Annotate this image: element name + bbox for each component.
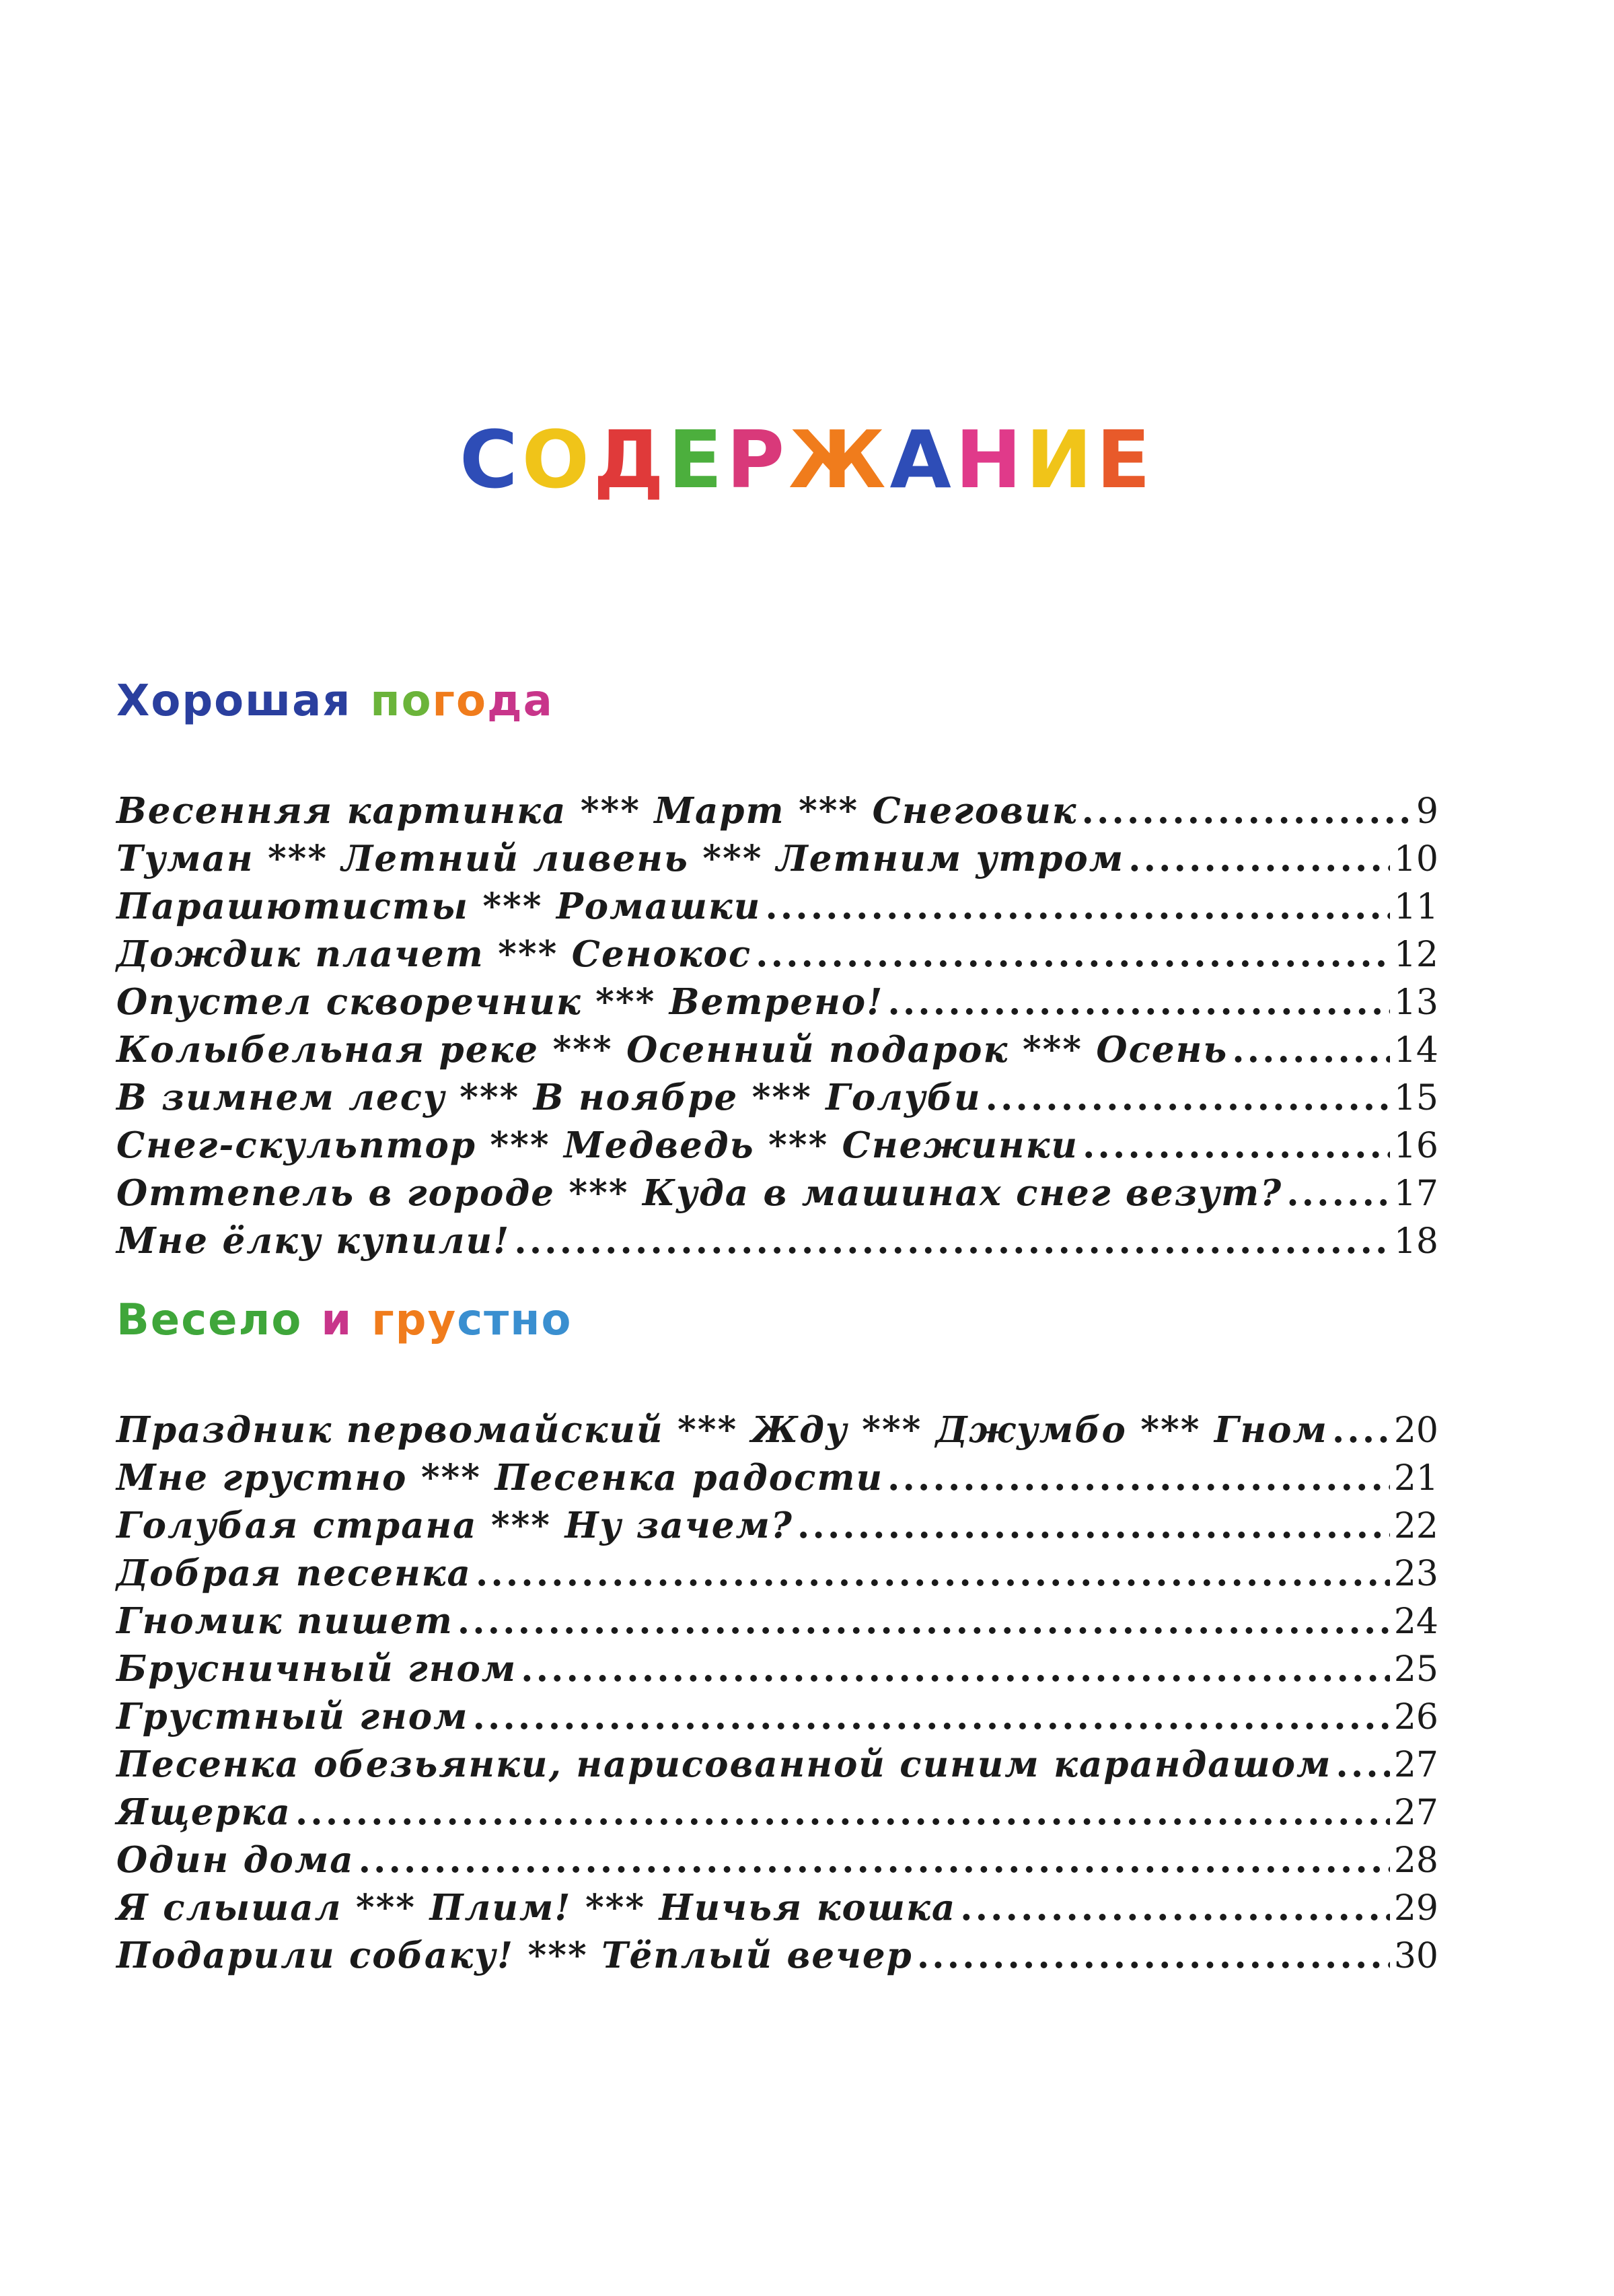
- title-letter: Н: [955, 413, 1026, 507]
- title-letter: А: [889, 413, 955, 507]
- entry-title: Грустный гном: [116, 1696, 469, 1737]
- page-number: 27: [1393, 1793, 1438, 1833]
- title-letter: Д: [593, 413, 668, 507]
- entry-title: Дождик плачет *** Сенокос: [116, 933, 752, 975]
- dot-leader: [960, 1884, 1390, 1932]
- page-number: 10: [1393, 839, 1438, 880]
- entry-title: Снег-скульптор *** Медведь *** Снежинки: [116, 1124, 1078, 1166]
- toc-entry: [116, 1406, 1438, 1454]
- dot-leader: [472, 1693, 1389, 1741]
- section-fun-and-sad: [116, 1295, 1438, 1980]
- dot-leader: [514, 1217, 1390, 1265]
- section-heading: [116, 1295, 1438, 1366]
- dot-leader: [1335, 1741, 1389, 1789]
- page-number: 26: [1393, 1697, 1438, 1737]
- entry-title: Оттепель в городе *** Куда в машинах снег везут?: [116, 1172, 1283, 1214]
- page-number: 14: [1393, 1030, 1438, 1071]
- page-number: 30: [1393, 1936, 1438, 1976]
- heading-part: да: [486, 676, 554, 726]
- toc-entry: [116, 1550, 1438, 1598]
- heading-part: Весело: [116, 1295, 303, 1345]
- page-number: 20: [1393, 1410, 1438, 1451]
- heading-part: по: [370, 676, 433, 726]
- toc-entry: [116, 1884, 1438, 1932]
- entry-title: Парашютисты *** Ромашки: [116, 886, 762, 927]
- toc-entry: [116, 1074, 1438, 1122]
- entry-title: Я слышал *** Плим! *** Ничья кошка: [116, 1887, 957, 1929]
- section-heading: [116, 676, 1438, 747]
- entry-title: Праздник первомайский *** Жду *** Джумбо *** Гном: [116, 1409, 1328, 1451]
- page-number: 12: [1393, 935, 1438, 975]
- toc-entry: [116, 1693, 1438, 1741]
- dot-leader: [986, 1074, 1390, 1122]
- page-number: 29: [1393, 1888, 1438, 1929]
- toc-entry: [116, 1026, 1438, 1074]
- dot-leader: [1332, 1406, 1390, 1454]
- page-number: 23: [1393, 1554, 1438, 1594]
- toc-entry: [116, 835, 1438, 883]
- entry-title: Весенняя картинка *** Март *** Снеговик: [116, 790, 1078, 832]
- page-number: 24: [1393, 1602, 1438, 1642]
- entry-title: Брусничный гном: [116, 1648, 517, 1690]
- entry-title: Один дома: [116, 1839, 355, 1881]
- entry-title: Мне ёлку купили!: [116, 1220, 511, 1262]
- title-letter: Е: [668, 413, 727, 507]
- page-title: [0, 413, 1614, 507]
- toc-entry: [116, 1122, 1438, 1170]
- entry-title: Колыбельная реке *** Осенний подарок *** Осень: [116, 1029, 1228, 1071]
- heading-part: гру: [371, 1295, 457, 1345]
- dot-leader: [1286, 1170, 1390, 1217]
- entry-title: Голубая страна *** Ну зачем?: [116, 1505, 793, 1546]
- title-letter: Р: [726, 413, 789, 507]
- dot-leader: [1082, 787, 1412, 835]
- page-number: 11: [1393, 887, 1438, 927]
- dot-leader: [359, 1836, 1390, 1884]
- dot-leader: [457, 1598, 1390, 1645]
- toc-entry: [116, 787, 1438, 835]
- page-number: 22: [1393, 1506, 1438, 1546]
- toc-list: [116, 1406, 1438, 1980]
- dot-leader: [797, 1502, 1390, 1550]
- dot-leader: [1083, 1122, 1390, 1170]
- toc-entry: [116, 1170, 1438, 1217]
- dot-leader: [1128, 835, 1390, 883]
- heading-part: го: [432, 676, 487, 726]
- page-number: 18: [1393, 1221, 1438, 1262]
- toc-entry: [116, 1454, 1438, 1502]
- entry-title: Туман *** Летний ливень *** Летним утром: [116, 838, 1125, 880]
- entry-title: Добрая песенка: [116, 1552, 472, 1594]
- entry-title: В зимнем лесу *** В ноябре *** Голуби: [116, 1077, 982, 1118]
- toc-entry: [116, 1645, 1438, 1693]
- section-good-weather: [116, 676, 1438, 1265]
- dot-leader: [756, 931, 1390, 978]
- toc-list: [116, 787, 1438, 1265]
- toc-entry: [116, 1789, 1438, 1836]
- toc-entry: [116, 1502, 1438, 1550]
- toc-entry: [116, 883, 1438, 931]
- dot-leader: [521, 1645, 1390, 1693]
- heading-part: Хорошая: [116, 676, 352, 726]
- title-letter: О: [521, 413, 593, 507]
- dot-leader: [476, 1550, 1390, 1598]
- toc-entry: [116, 1741, 1438, 1789]
- toc-entry: [116, 1598, 1438, 1645]
- page-number: 21: [1393, 1458, 1438, 1499]
- toc-entry: [116, 1217, 1438, 1265]
- entry-title: Ящерка: [116, 1791, 291, 1833]
- page-number: 9: [1416, 791, 1438, 832]
- entry-title: Подарили собаку! *** Тёплый вечер: [116, 1935, 913, 1976]
- dot-leader: [887, 1454, 1390, 1502]
- page-number: 15: [1393, 1078, 1438, 1118]
- dot-leader: [295, 1789, 1390, 1836]
- page-number: 27: [1393, 1745, 1438, 1785]
- entry-title: Опустел скворечник *** Ветрено!: [116, 981, 884, 1023]
- dot-leader: [1232, 1026, 1390, 1074]
- toc-entry: [116, 1836, 1438, 1884]
- toc-entry: [116, 1932, 1438, 1980]
- title-letter: Ж: [788, 413, 890, 507]
- page-number: 28: [1393, 1840, 1438, 1881]
- page-number: 17: [1393, 1174, 1438, 1214]
- page-number: 25: [1393, 1649, 1438, 1690]
- page-number: 16: [1393, 1126, 1438, 1166]
- title-letter: И: [1025, 413, 1097, 507]
- title-letter: С: [459, 413, 522, 507]
- toc-entry: [116, 931, 1438, 978]
- dot-leader: [765, 883, 1389, 931]
- entry-title: Мне грустно *** Песенка радости: [116, 1457, 884, 1499]
- toc-entry: [116, 978, 1438, 1026]
- dot-leader: [917, 1932, 1390, 1980]
- heading-part: стно: [457, 1295, 573, 1345]
- page-number: 13: [1393, 982, 1438, 1023]
- title-letter: Е: [1096, 413, 1155, 507]
- entry-title: Гномик пишет: [116, 1600, 453, 1642]
- dot-leader: [887, 978, 1389, 1026]
- heading-part: и: [321, 1295, 353, 1345]
- entry-title: Песенка обезьянки, нарисованной синим карандашом: [116, 1744, 1332, 1785]
